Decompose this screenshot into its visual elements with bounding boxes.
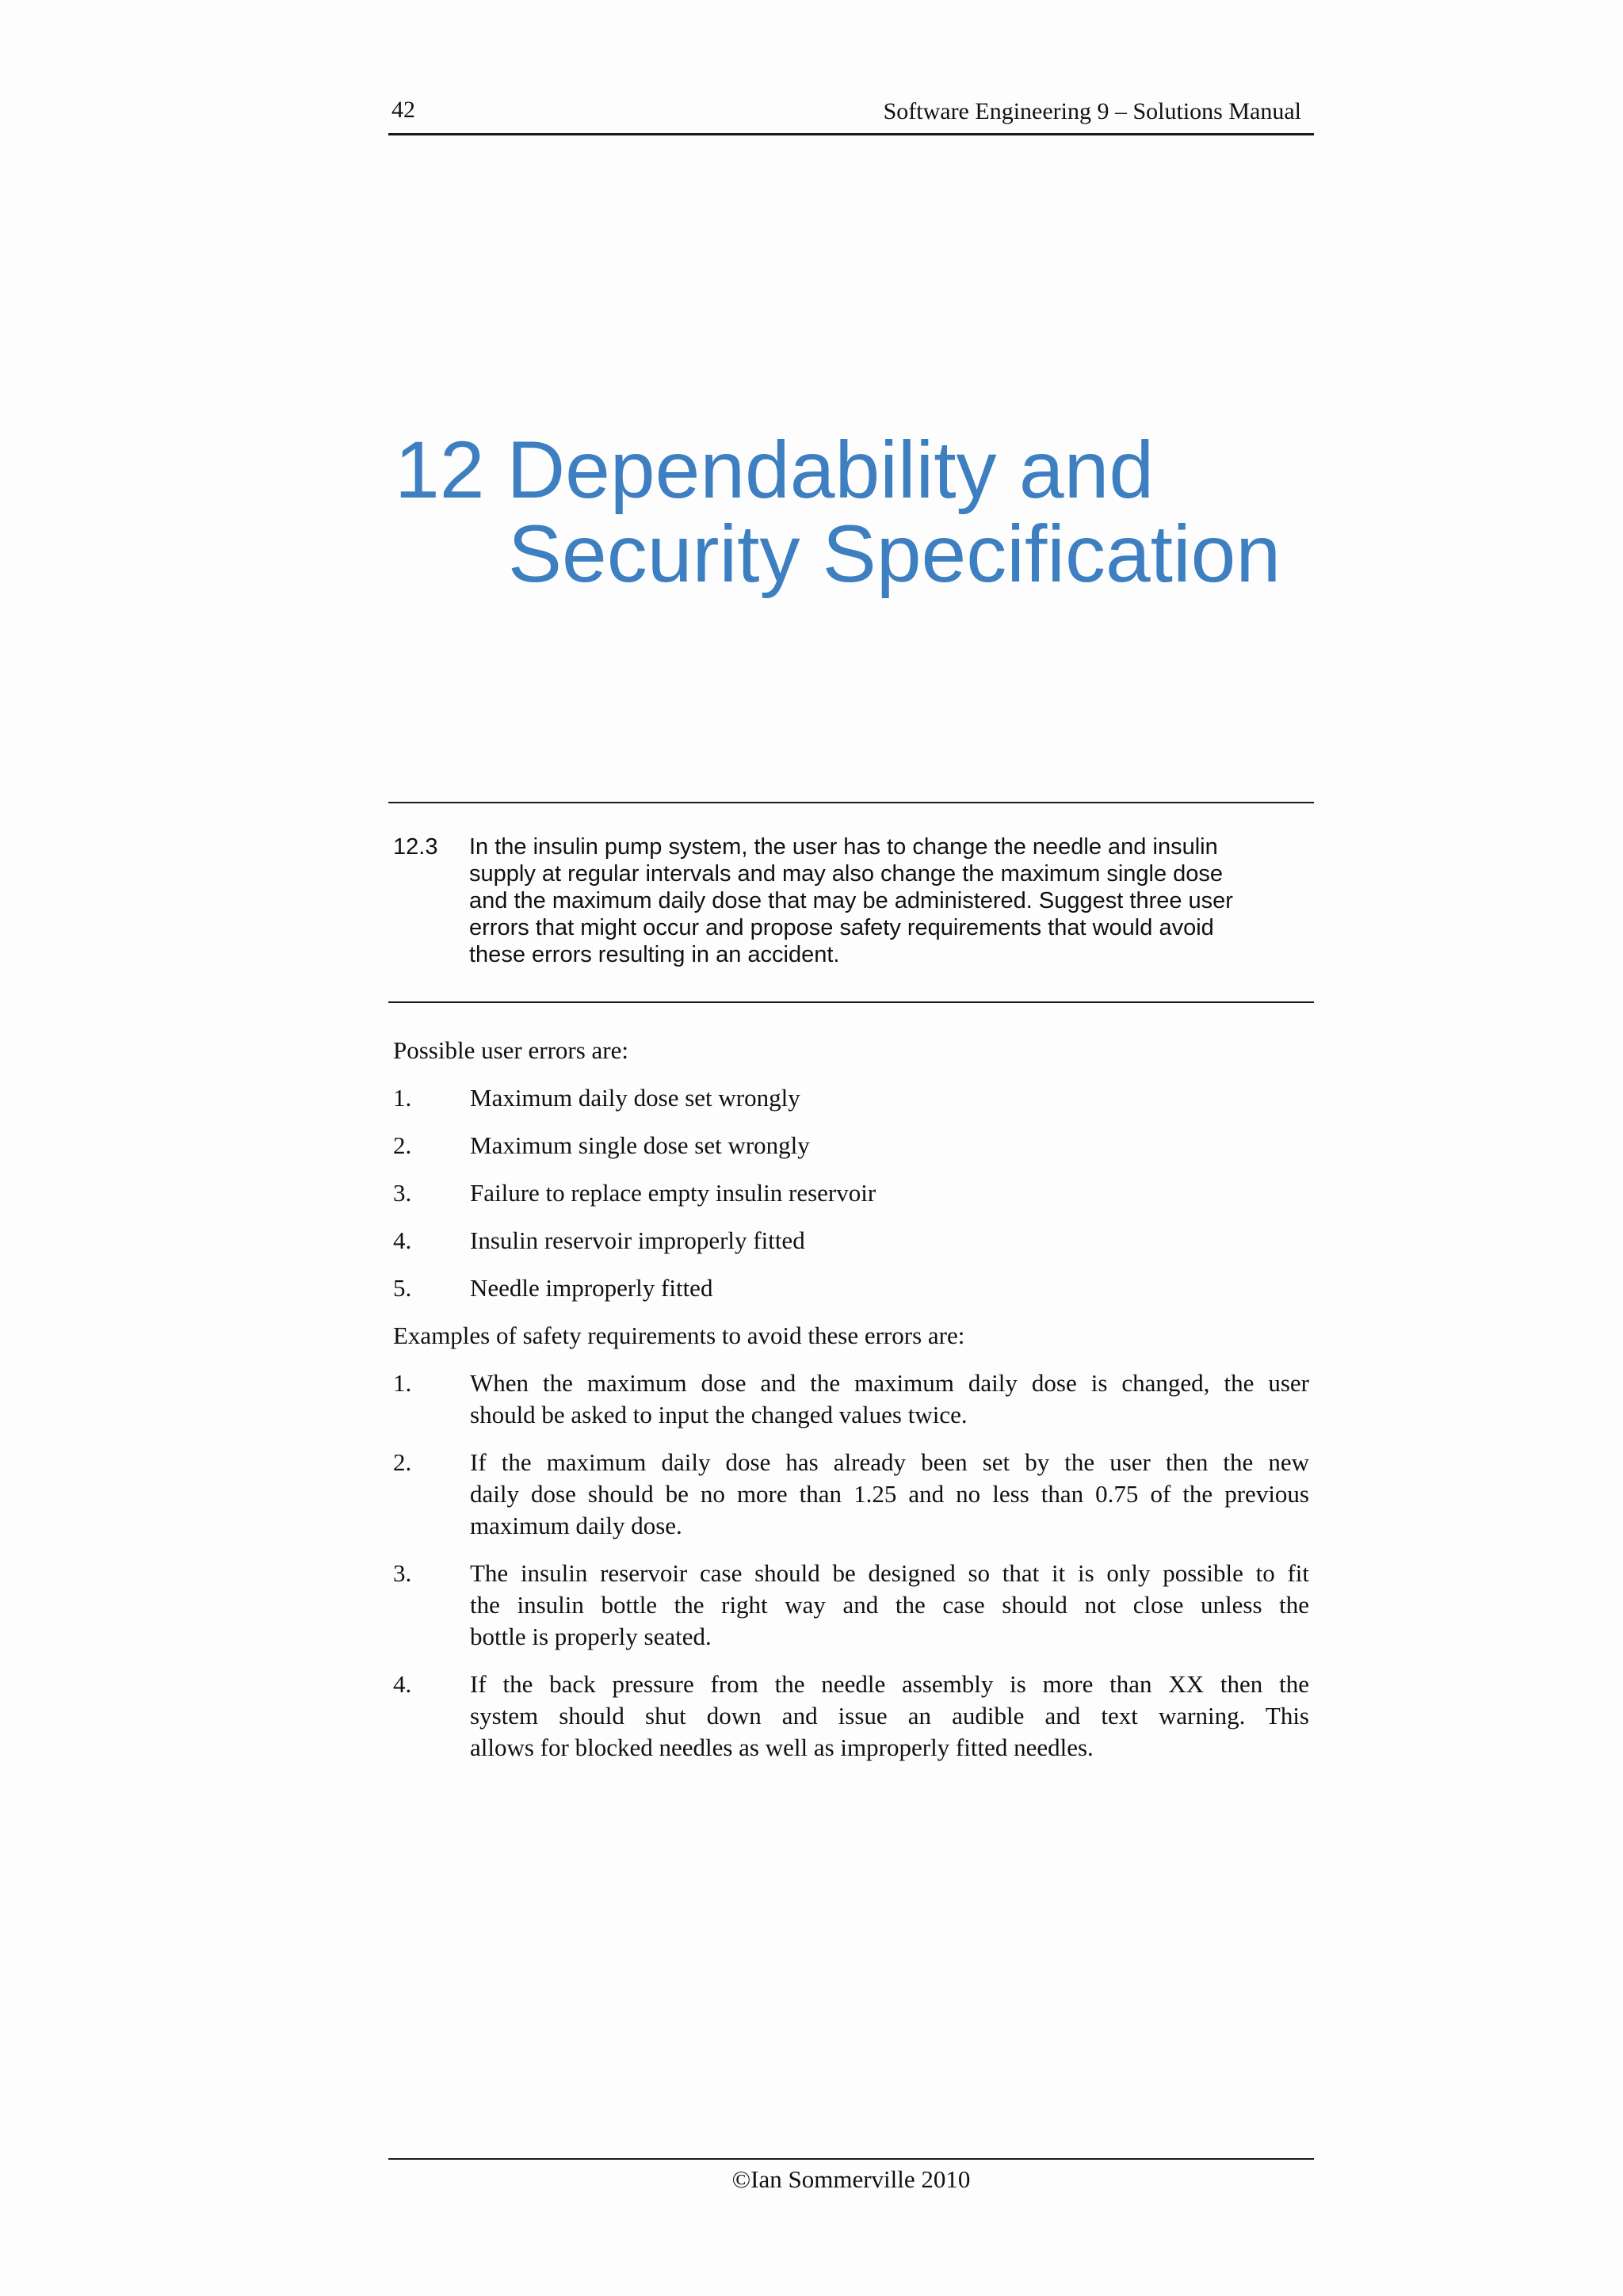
footer-copyright: ©Ian Sommerville 2010 <box>731 2165 971 2193</box>
requirement-line: When the maximum dose and the maximum daily dose is changed, the user <box>470 1369 1309 1397</box>
list-item <box>393 1669 1309 1764</box>
question-line: In the insulin pump system, the user has to change the needle and insulin <box>469 834 1218 860</box>
list-item <box>393 1558 1309 1653</box>
error-text: Failure to replace empty insulin reservoir <box>470 1179 876 1207</box>
chapter-title-text-1: Dependability and <box>506 425 1155 515</box>
chapter-number: 12 <box>395 425 485 515</box>
question-number: 12.3 <box>393 834 438 860</box>
question-text <box>469 833 1301 968</box>
page-number: 42 <box>391 97 415 123</box>
list-number: 5. <box>393 1274 412 1302</box>
requirements-intro: Examples of safety requirements to avoid these errors are: <box>393 1322 965 1349</box>
chapter-title <box>395 425 1425 599</box>
list-number: 4. <box>393 1670 412 1698</box>
requirement-text <box>470 1447 1309 1542</box>
requirement-line: should be asked to input the changed values twice. <box>470 1401 968 1428</box>
requirement-line: bottle is properly seated. <box>470 1623 712 1650</box>
list-number: 2. <box>393 1448 412 1476</box>
error-text: Maximum daily dose set wrongly <box>470 1084 800 1112</box>
requirement-line: maximum daily dose. <box>470 1512 682 1539</box>
list-item <box>393 1130 1309 1161</box>
list-number: 2. <box>393 1131 412 1159</box>
list-item <box>393 1447 1309 1542</box>
requirement-line: If the maximum daily dose has already been set by the user then the new <box>470 1448 1309 1476</box>
requirement-line: allows for blocked needles as well as improperly fitted needles. <box>470 1733 1094 1761</box>
question-line: these errors resulting in an accident. <box>469 942 840 967</box>
question-line: errors that might occur and propose safety requirements that would avoid <box>469 915 1214 940</box>
answer-section <box>393 1035 1309 1779</box>
footer-rule <box>388 2158 1314 2160</box>
question-top-rule <box>388 802 1314 803</box>
list-item <box>393 1367 1309 1431</box>
error-text: Insulin reservoir improperly fitted <box>470 1226 805 1254</box>
question-line: and the maximum daily dose that may be administered. Suggest three user <box>469 888 1233 913</box>
requirement-line: the insulin bottle the right way and the case should not close unless the <box>470 1591 1309 1619</box>
list-item <box>393 1082 1309 1114</box>
list-number: 3. <box>393 1559 412 1587</box>
requirement-line: system should shut down and issue an audible and text warning. This <box>470 1702 1309 1730</box>
error-text: Needle improperly fitted <box>470 1274 713 1302</box>
list-item <box>393 1177 1309 1209</box>
running-title: Software Engineering 9 – Solutions Manual <box>883 98 1301 124</box>
question-line: supply at regular intervals and may also change the maximum single dose <box>469 861 1224 887</box>
requirement-line: If the back pressure from the needle assembly is more than XX then the <box>470 1670 1309 1698</box>
chapter-title-line-1 <box>395 425 1425 515</box>
list-item <box>393 1272 1309 1304</box>
question-bottom-rule <box>388 1001 1314 1003</box>
requirement-text <box>470 1669 1309 1764</box>
chapter-title-line-2: Security Specification <box>508 509 1281 599</box>
list-number: 1. <box>393 1369 412 1397</box>
list-number: 1. <box>393 1084 412 1112</box>
list-item <box>393 1225 1309 1257</box>
errors-intro: Possible user errors are: <box>393 1036 628 1064</box>
list-number: 3. <box>393 1179 412 1207</box>
requirement-text <box>470 1367 1309 1431</box>
requirement-line: daily dose should be no more than 1.25 and no less than 0.75 of the previous <box>470 1480 1309 1508</box>
requirement-text <box>470 1558 1309 1653</box>
list-number: 4. <box>393 1226 412 1254</box>
error-text: Maximum single dose set wrongly <box>470 1131 810 1159</box>
page-header <box>388 93 1314 135</box>
requirement-line: The insulin reservoir case should be designed so that it is only possible to fit <box>470 1559 1309 1587</box>
